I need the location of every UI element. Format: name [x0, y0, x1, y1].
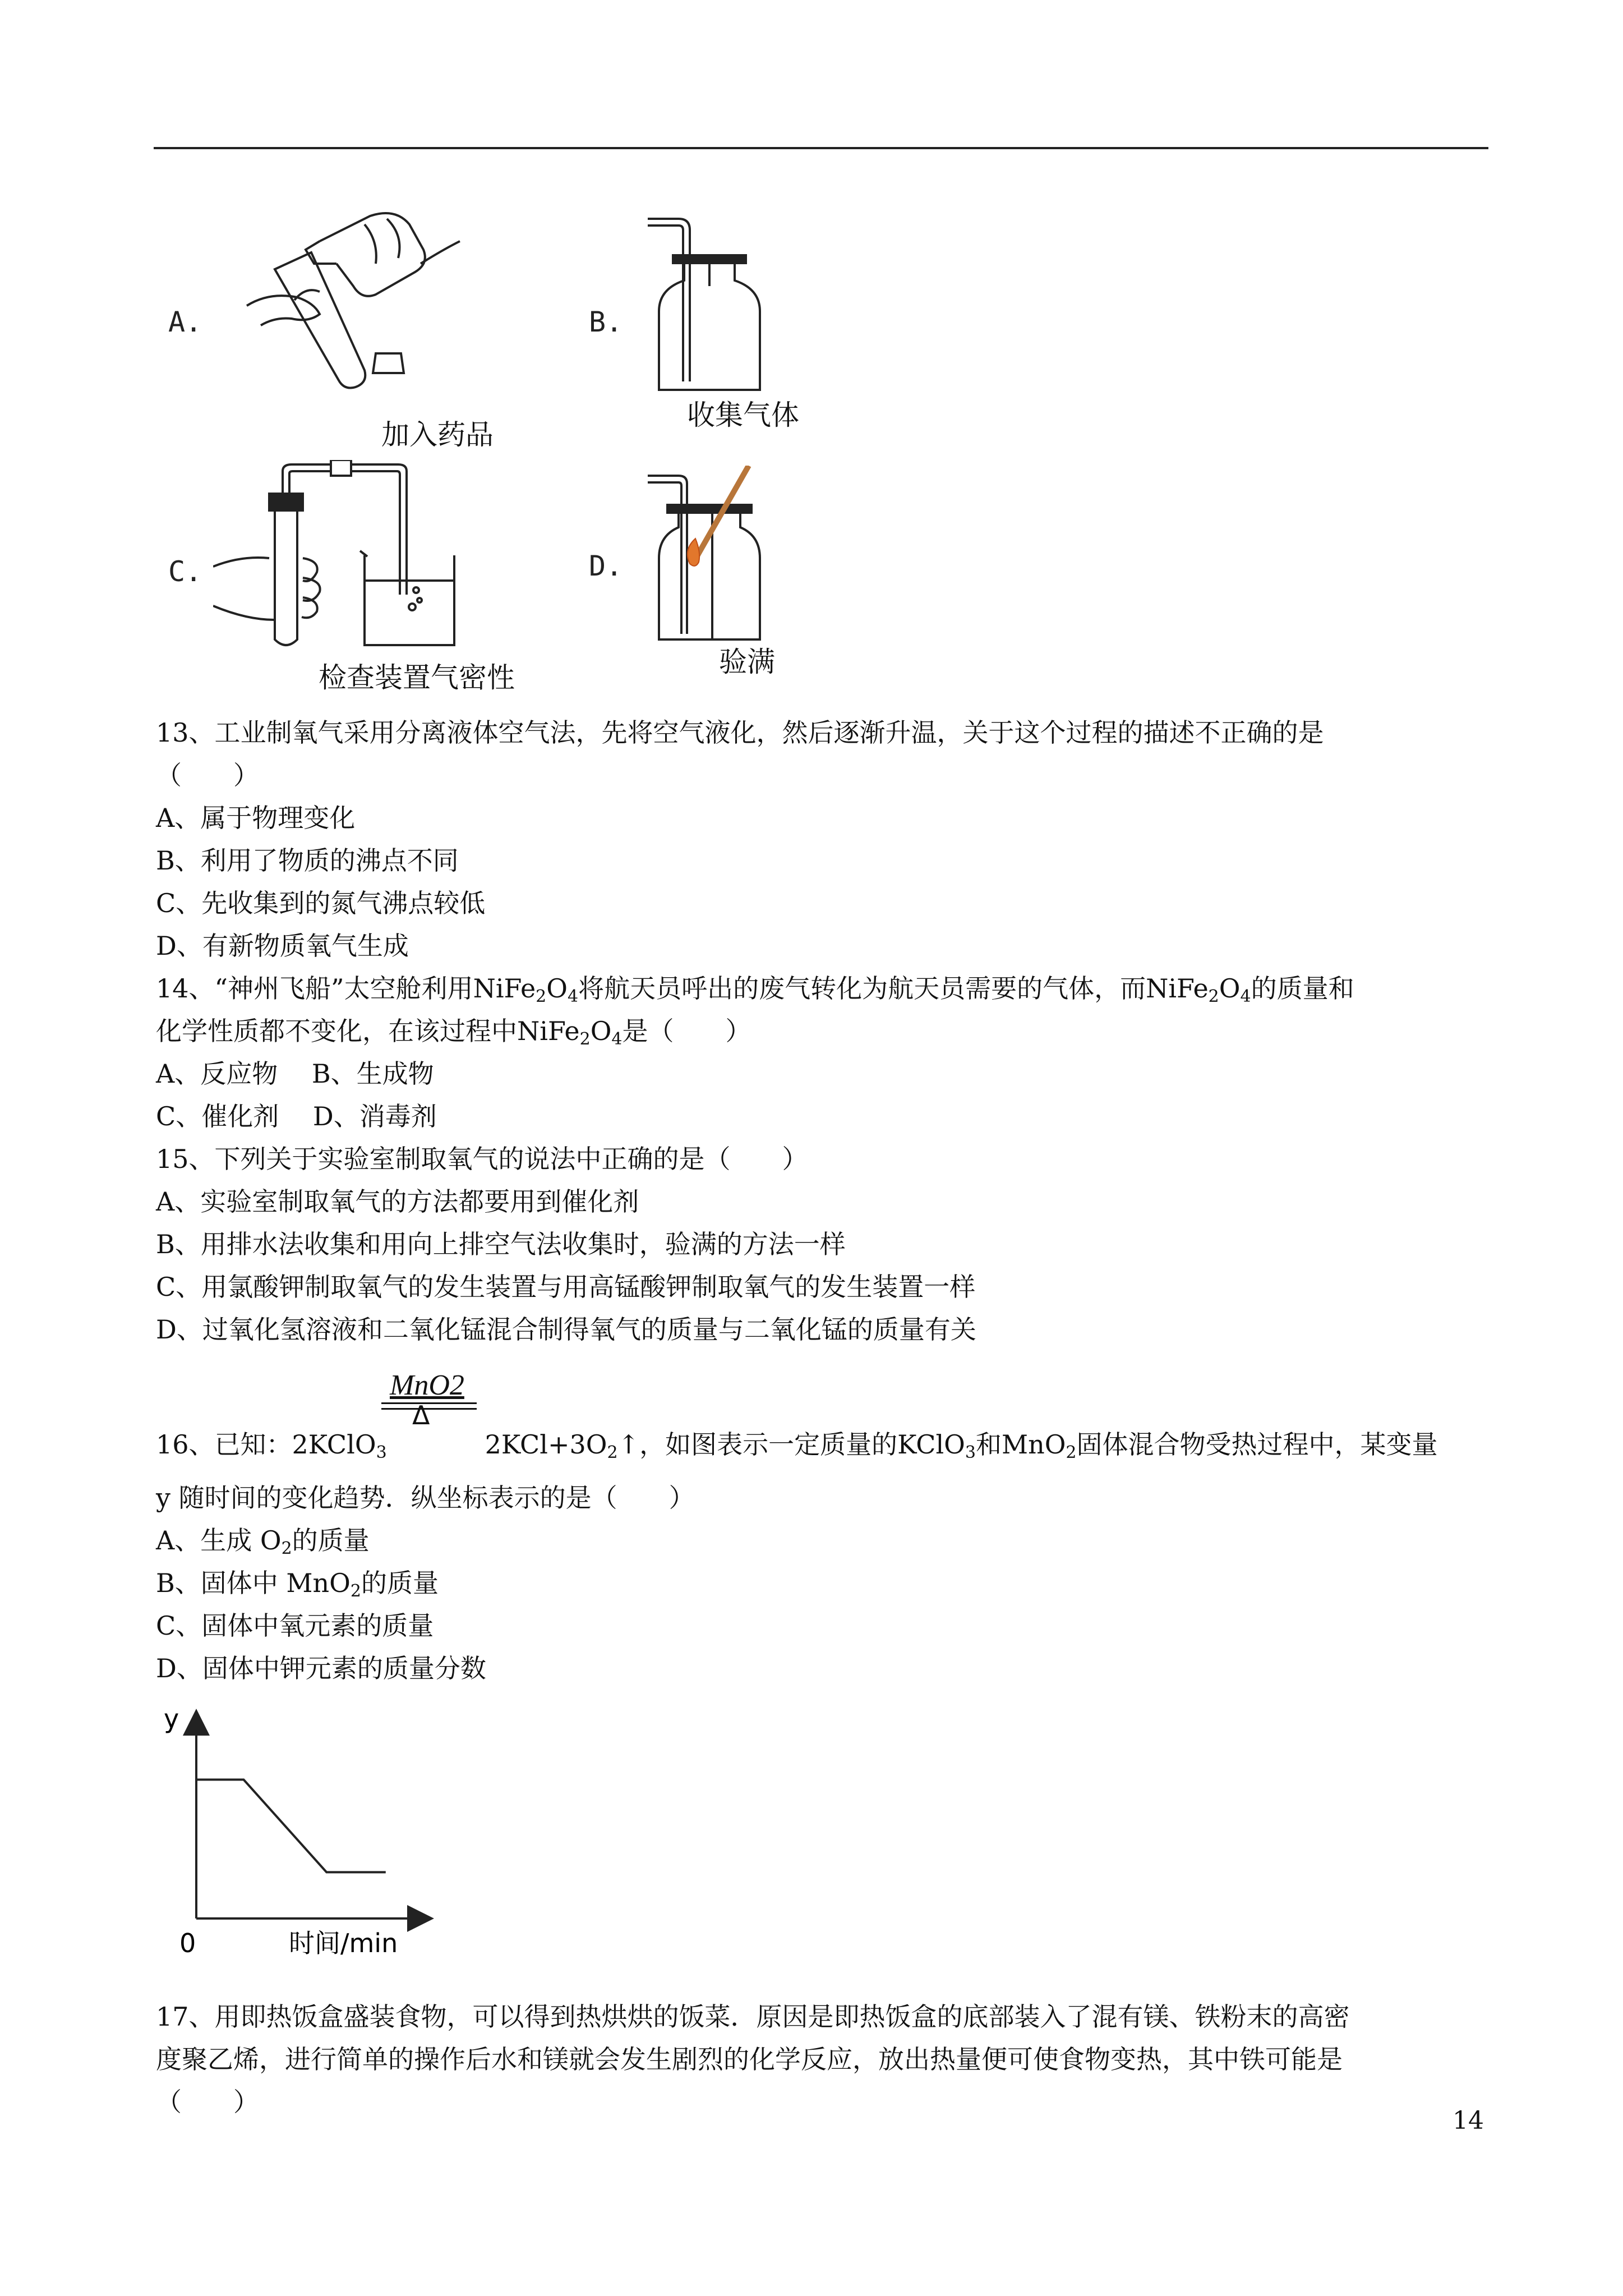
heat-symbol: Δ [412, 1400, 430, 1430]
figure-d-letter: D. [589, 550, 623, 582]
x-axis-label: 时间/min [289, 1928, 398, 1958]
q17-blank: （ ） [156, 2087, 259, 2117]
q16-option-c: C、固体中氧元素的质量 [156, 1611, 434, 1641]
q17-line2: 度聚乙烯，进行简单的操作后水和镁就会发生剧烈的化学反应，放出热量便可使食物变热，其中铁可能是 [156, 2044, 1343, 2074]
page-number: 14 [1453, 2106, 1484, 2135]
q13-option-c: C、先收集到的氮气沸点较低 [156, 888, 486, 918]
figure-b-caption: 收集气体 [687, 399, 799, 431]
y-vs-time-chart [157, 1705, 437, 1975]
q16-stem-line1: 16、已知：2KClO$_3$ $2KCl+3O_2↑$，如图表示一定质量的KClO$_3$和MnO$_2$固体混合物受热过程中，某变量 [156, 1429, 1438, 1462]
gas-collection-bottle-illustration [645, 213, 774, 393]
add-reagent-illustration [236, 202, 471, 438]
q14-options-row2: C、催化剂 D、消毒剂 [156, 1101, 437, 1131]
q14-options-row1: A、反应物 B、生成物 [156, 1059, 434, 1089]
q15-option-b: B、用排水法收集和用向上排空气法收集时，验满的方法一样 [156, 1229, 846, 1259]
q14-stem-line2: 化学性质都不变化，在该过程中$NiFe_2O_4$是（ ） [156, 1016, 751, 1049]
q13-option-d: D、有新物质氧气生成 [156, 931, 409, 961]
q16-option-b: B、固体中 MnO$_2$的质量 [156, 1568, 439, 1601]
q16-stem-line2: y 随时间的变化趋势．纵坐标表示的是（ ） [156, 1483, 695, 1513]
q16-option-d: D、固体中钾元素的质量分数 [156, 1653, 486, 1683]
figure-a-caption: 加入药品 [381, 418, 494, 451]
q15-stem: 15、下列关于实验室制取氧气的说法中正确的是（ ） [156, 1144, 808, 1174]
q17-line1: 17、用即热饭盒盛装食物，可以得到热烘烘的饭菜．原因是即热饭盒的底部装入了混有镁、铁粉末的高密 [156, 2001, 1350, 2032]
q15-option-a: A、实验室制取氧气的方法都要用到催化剂 [156, 1186, 639, 1217]
q14-stem-line1: 14、“神州飞船”太空舱利用$NiFe_2O_4$将航天员呼出的废气转化为航天员需要的气体，而$NiFe_2O_4$的质量和 [156, 973, 1354, 1006]
q15-option-c: C、用氯酸钾制取氧气的发生装置与用高锰酸钾制取氧气的发生装置一样 [156, 1272, 976, 1302]
q13-option-a: A、属于物理变化 [156, 803, 356, 833]
full-check-illustration [645, 466, 813, 645]
y-axis-label: y [164, 1705, 179, 1734]
figure-a-letter: A. [168, 306, 202, 338]
figure-b-letter: B. [589, 306, 623, 338]
header-rule [154, 147, 1488, 149]
q15-option-d: D、过氧化氢溶液和二氧化锰混合制得氧气的质量与二氧化锰的质量有关 [156, 1314, 976, 1345]
catalyst-label: MnO2 [390, 1369, 464, 1401]
q13-option-b: B、利用了物质的沸点不同 [156, 845, 459, 876]
figure-c-letter: C. [168, 555, 202, 588]
figure-d-caption: 验满 [719, 646, 775, 678]
q16-option-a: A、生成 $O_2$的质量 [156, 1525, 370, 1558]
figure-c-caption: 检查装置气密性 [319, 661, 515, 694]
series-line [196, 1780, 386, 1872]
q13-blank: （ ） [156, 760, 259, 790]
airtightness-check-illustration [213, 460, 561, 651]
q13-stem: 13、工业制氧气采用分离液体空气法，先将空气液化，然后逐渐升温，关于这个过程的描述不正确的是 [156, 717, 1324, 748]
origin-label: 0 [179, 1928, 196, 1958]
